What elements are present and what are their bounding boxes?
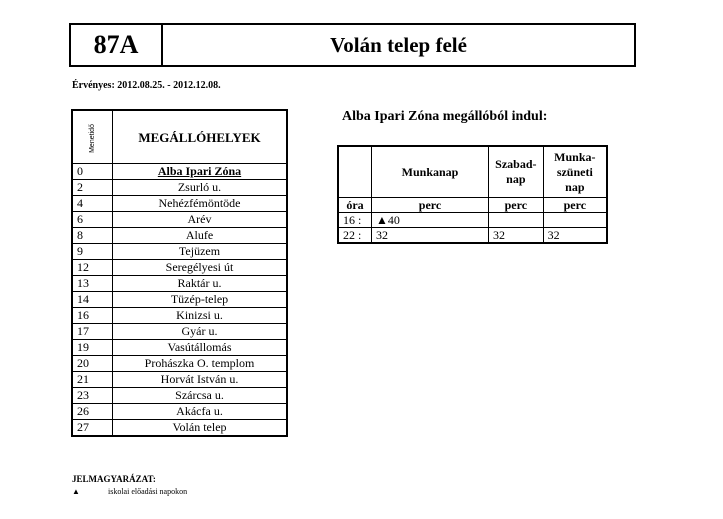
stop-minute: 14: [72, 292, 113, 308]
stop-row: [72, 196, 287, 212]
stop-name: Tüzép-telep: [113, 292, 288, 308]
stop-row: [72, 212, 287, 228]
stop-name: Seregélyesi út: [113, 260, 288, 276]
stop-minute: 0: [72, 164, 113, 180]
stop-name: Gyár u.: [113, 324, 288, 340]
stop-row: [72, 388, 287, 404]
stops-column-header: MEGÁLLÓHELYEK: [113, 110, 288, 164]
stop-name: Tejüzem: [113, 244, 288, 260]
stop-name: Zsurló u.: [113, 180, 288, 196]
stop-row: [72, 180, 287, 196]
legend-item: [72, 487, 187, 496]
stop-row: [72, 164, 287, 180]
legend-text: iskolai előadási napokon: [108, 487, 188, 496]
stop-row: [72, 356, 287, 372]
holiday-header: Munka-szüneti nap: [543, 146, 607, 198]
stop-name: Kinizsi u.: [113, 308, 288, 324]
stop-name: Vasútállomás: [113, 340, 288, 356]
workday-minutes: 32: [372, 228, 489, 244]
hour-header: óra: [338, 198, 372, 213]
stop-name: Horvát István u.: [113, 372, 288, 388]
saturday-header: Szabad-nap: [489, 146, 544, 198]
stop-name: Alufe: [113, 228, 288, 244]
departure-hour: 22 :: [338, 228, 372, 244]
departure-title: Alba Ipari Zóna megállóból indul:: [342, 109, 548, 124]
stops-header-row: [72, 110, 287, 164]
stop-row: [72, 292, 287, 308]
stop-row: [72, 420, 287, 437]
stop-row: [72, 340, 287, 356]
legend: [72, 474, 187, 496]
triangle-icon: ▲: [72, 487, 80, 496]
stop-row: [72, 324, 287, 340]
stop-minute: 26: [72, 404, 113, 420]
holiday-minutes: 32: [543, 228, 607, 244]
departure-row: [338, 213, 607, 228]
saturday-minutes: 32: [489, 228, 544, 244]
validity-period: Érvényes: 2012.08.25. - 2012.12.08.: [72, 80, 221, 91]
stop-minute: 2: [72, 180, 113, 196]
stop-row: [72, 404, 287, 420]
stop-name: Szárcsa u.: [113, 388, 288, 404]
stop-row: [72, 244, 287, 260]
stop-minute: 20: [72, 356, 113, 372]
departure-row: [338, 228, 607, 244]
stop-minute: 13: [72, 276, 113, 292]
workday-minutes: ▲40: [372, 213, 489, 228]
stop-minute: 6: [72, 212, 113, 228]
stop-minute: 19: [72, 340, 113, 356]
stop-name: Akácfa u.: [113, 404, 288, 420]
timetable-header: [69, 23, 636, 67]
stop-minute: 4: [72, 196, 113, 212]
stop-name: Volán telep: [113, 420, 288, 437]
stop-minute: 12: [72, 260, 113, 276]
stop-minute: 9: [72, 244, 113, 260]
stop-name: Alba Ipari Zóna: [113, 164, 288, 180]
stops-table: [71, 109, 288, 437]
stop-row: [72, 276, 287, 292]
workday-header: Munkanap: [372, 146, 489, 198]
stop-name: Nehézfémöntöde: [113, 196, 288, 212]
minute-header: perc: [489, 198, 544, 213]
stop-name: Arév: [113, 212, 288, 228]
stop-name: Raktár u.: [113, 276, 288, 292]
stop-row: [72, 228, 287, 244]
stop-minute: 21: [72, 372, 113, 388]
stop-name: Prohászka O. templom: [113, 356, 288, 372]
departures-table: [337, 145, 608, 244]
stop-minute: 23: [72, 388, 113, 404]
stop-minute: 8: [72, 228, 113, 244]
minute-header: perc: [543, 198, 607, 213]
stop-row: [72, 260, 287, 276]
destination-title: Volán telep felé: [330, 32, 467, 57]
departure-hour: 16 :: [338, 213, 372, 228]
stop-minute: 17: [72, 324, 113, 340]
stop-minute: 16: [72, 308, 113, 324]
holiday-minutes: [543, 213, 607, 228]
unit-header-row: [338, 198, 607, 213]
day-type-header-row: [338, 146, 607, 198]
stop-minute: 27: [72, 420, 113, 437]
minute-column-header: Menetidő: [72, 110, 113, 164]
minute-header: perc: [372, 198, 489, 213]
stop-row: [72, 308, 287, 324]
route-number: 87A: [71, 25, 163, 65]
stop-row: [72, 372, 287, 388]
legend-title: JELMAGYARÁZAT:: [72, 474, 156, 484]
saturday-minutes: [489, 213, 544, 228]
